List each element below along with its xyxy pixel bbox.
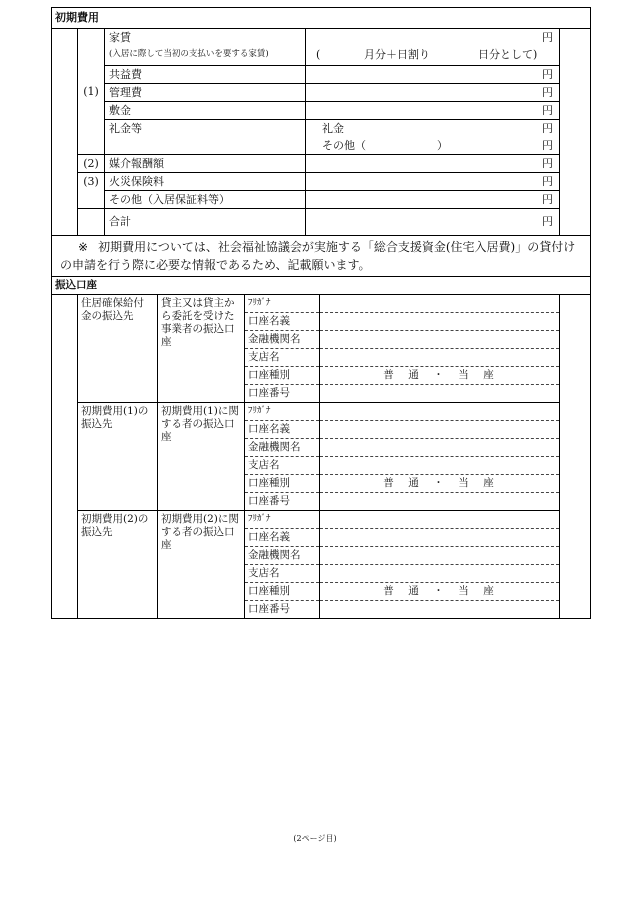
management-fee-field[interactable]: [306, 84, 560, 102]
branch-name-label: 支店名: [245, 349, 320, 367]
rent-detail-open: (: [316, 48, 321, 61]
holder-label: 初期費用(1)に関する者の振込口座: [158, 403, 245, 511]
account-name-input[interactable]: [320, 421, 560, 439]
account-name-label: 口座名義: [245, 529, 320, 547]
key-money-sub1: 礼金: [322, 122, 344, 135]
fire-insurance-label: 火災保険料: [105, 173, 306, 191]
rent-unit: 円: [542, 31, 553, 44]
key-money-field[interactable]: [306, 120, 560, 138]
management-fee-label: 管理費: [105, 84, 306, 102]
key-money-label: 礼金等: [105, 120, 306, 155]
common-fee-field[interactable]: [306, 66, 560, 84]
row-number-1: (1): [78, 29, 105, 155]
account-number-input[interactable]: [320, 601, 560, 619]
account-number-input[interactable]: [320, 493, 560, 511]
key-money-unit: 円: [542, 122, 553, 135]
account-number-label: 口座番号: [245, 493, 320, 511]
transfer-account-table: [51, 276, 591, 619]
holder-label: 貸主又は貸主から委託を受けた事業者の振込口座: [158, 295, 245, 403]
account-type-label: 口座種別: [245, 475, 320, 493]
note-mark: ※: [78, 240, 89, 254]
branch-name-label: 支店名: [245, 565, 320, 583]
total-label: 合計: [105, 209, 306, 236]
bank-name-input[interactable]: [320, 331, 560, 349]
key-money-sub2: その他（: [322, 139, 366, 152]
branch-name-input[interactable]: [320, 349, 560, 367]
rent-label-cell: [105, 29, 306, 66]
rent-amount-field[interactable]: [306, 29, 560, 66]
branch-name-input[interactable]: [320, 457, 560, 475]
holder-label: 初期費用(2)に関する者の振込口座: [158, 511, 245, 619]
key-money-sub2-close: ）: [437, 139, 448, 152]
account-type-options: 普 通 ・ 当 座: [383, 585, 496, 597]
common-fee-label: 共益費: [105, 66, 306, 84]
recipient-label: 初期費用(1)の振込先: [78, 403, 158, 511]
other-unit: 円: [542, 193, 553, 206]
account-number-input[interactable]: [320, 385, 560, 403]
row-number-3: (3): [78, 173, 105, 209]
recipient-label: 住居確保給付金の振込先: [78, 295, 158, 403]
agent-fee-field[interactable]: [306, 155, 560, 173]
account-type-selector[interactable]: [320, 583, 560, 601]
bank-name-label: 金融機関名: [245, 547, 320, 565]
account-type-selector[interactable]: [320, 475, 560, 493]
total-unit: 円: [542, 215, 553, 228]
rent-sublabel: (入居に際して当初の支払いを要する家賃): [109, 49, 269, 59]
furigana-input[interactable]: [320, 511, 560, 529]
other-field[interactable]: [306, 191, 560, 209]
deposit-field[interactable]: [306, 102, 560, 120]
row-number-2: (2): [78, 155, 105, 173]
initial-costs-note: [52, 236, 591, 277]
account-type-label: 口座種別: [245, 367, 320, 385]
account-name-label: 口座名義: [245, 421, 320, 439]
deposit-unit: 円: [542, 104, 553, 117]
deposit-label: 敷金: [105, 102, 306, 120]
bank-name-label: 金融機関名: [245, 331, 320, 349]
transfer-heading: 振込口座: [52, 277, 591, 295]
recipient-label: 初期費用(2)の振込先: [78, 511, 158, 619]
furigana-label: ﾌﾘｶﾞﾅ: [245, 511, 320, 529]
note-text: 初期費用については、社会福祉協議会が実施する「総合支援資金(住宅入居費)」の貸付けの申請を行う際に必要な情報であるため、記載願います。: [60, 240, 576, 272]
page-number: (2ページ目): [293, 834, 337, 843]
furigana-input[interactable]: [320, 403, 560, 421]
bank-name-label: 金融機関名: [245, 439, 320, 457]
branch-name-label: 支店名: [245, 457, 320, 475]
account-type-options: 普 通 ・ 当 座: [383, 477, 496, 489]
account-name-input[interactable]: [320, 313, 560, 331]
branch-name-input[interactable]: [320, 565, 560, 583]
initial-costs-heading: 初期費用: [52, 8, 591, 29]
rent-detail-months: 月分＋日割り: [364, 48, 430, 61]
key-money-other-unit: 円: [542, 139, 553, 152]
agent-fee-label: 媒介報酬額: [105, 155, 306, 173]
fire-insurance-unit: 円: [542, 175, 553, 188]
account-name-input[interactable]: [320, 529, 560, 547]
account-number-label: 口座番号: [245, 601, 320, 619]
rent-detail-days: 日分として): [478, 48, 538, 61]
furigana-label: ﾌﾘｶﾞﾅ: [245, 403, 320, 421]
account-type-options: 普 通 ・ 当 座: [383, 369, 496, 381]
account-type-selector[interactable]: [320, 367, 560, 385]
initial-costs-table: [51, 7, 591, 277]
account-name-label: 口座名義: [245, 313, 320, 331]
common-fee-unit: 円: [542, 68, 553, 81]
fire-insurance-field[interactable]: [306, 173, 560, 191]
key-money-other-field[interactable]: [306, 137, 560, 155]
management-fee-unit: 円: [542, 86, 553, 99]
account-type-label: 口座種別: [245, 583, 320, 601]
furigana-input[interactable]: [320, 295, 560, 313]
account-number-label: 口座番号: [245, 385, 320, 403]
bank-name-input[interactable]: [320, 439, 560, 457]
bank-name-input[interactable]: [320, 547, 560, 565]
agent-fee-unit: 円: [542, 157, 553, 170]
total-field[interactable]: [306, 209, 560, 236]
furigana-label: ﾌﾘｶﾞﾅ: [245, 295, 320, 313]
other-label: その他（入居保証料等）: [105, 191, 306, 209]
rent-label: 家賃: [109, 31, 131, 44]
